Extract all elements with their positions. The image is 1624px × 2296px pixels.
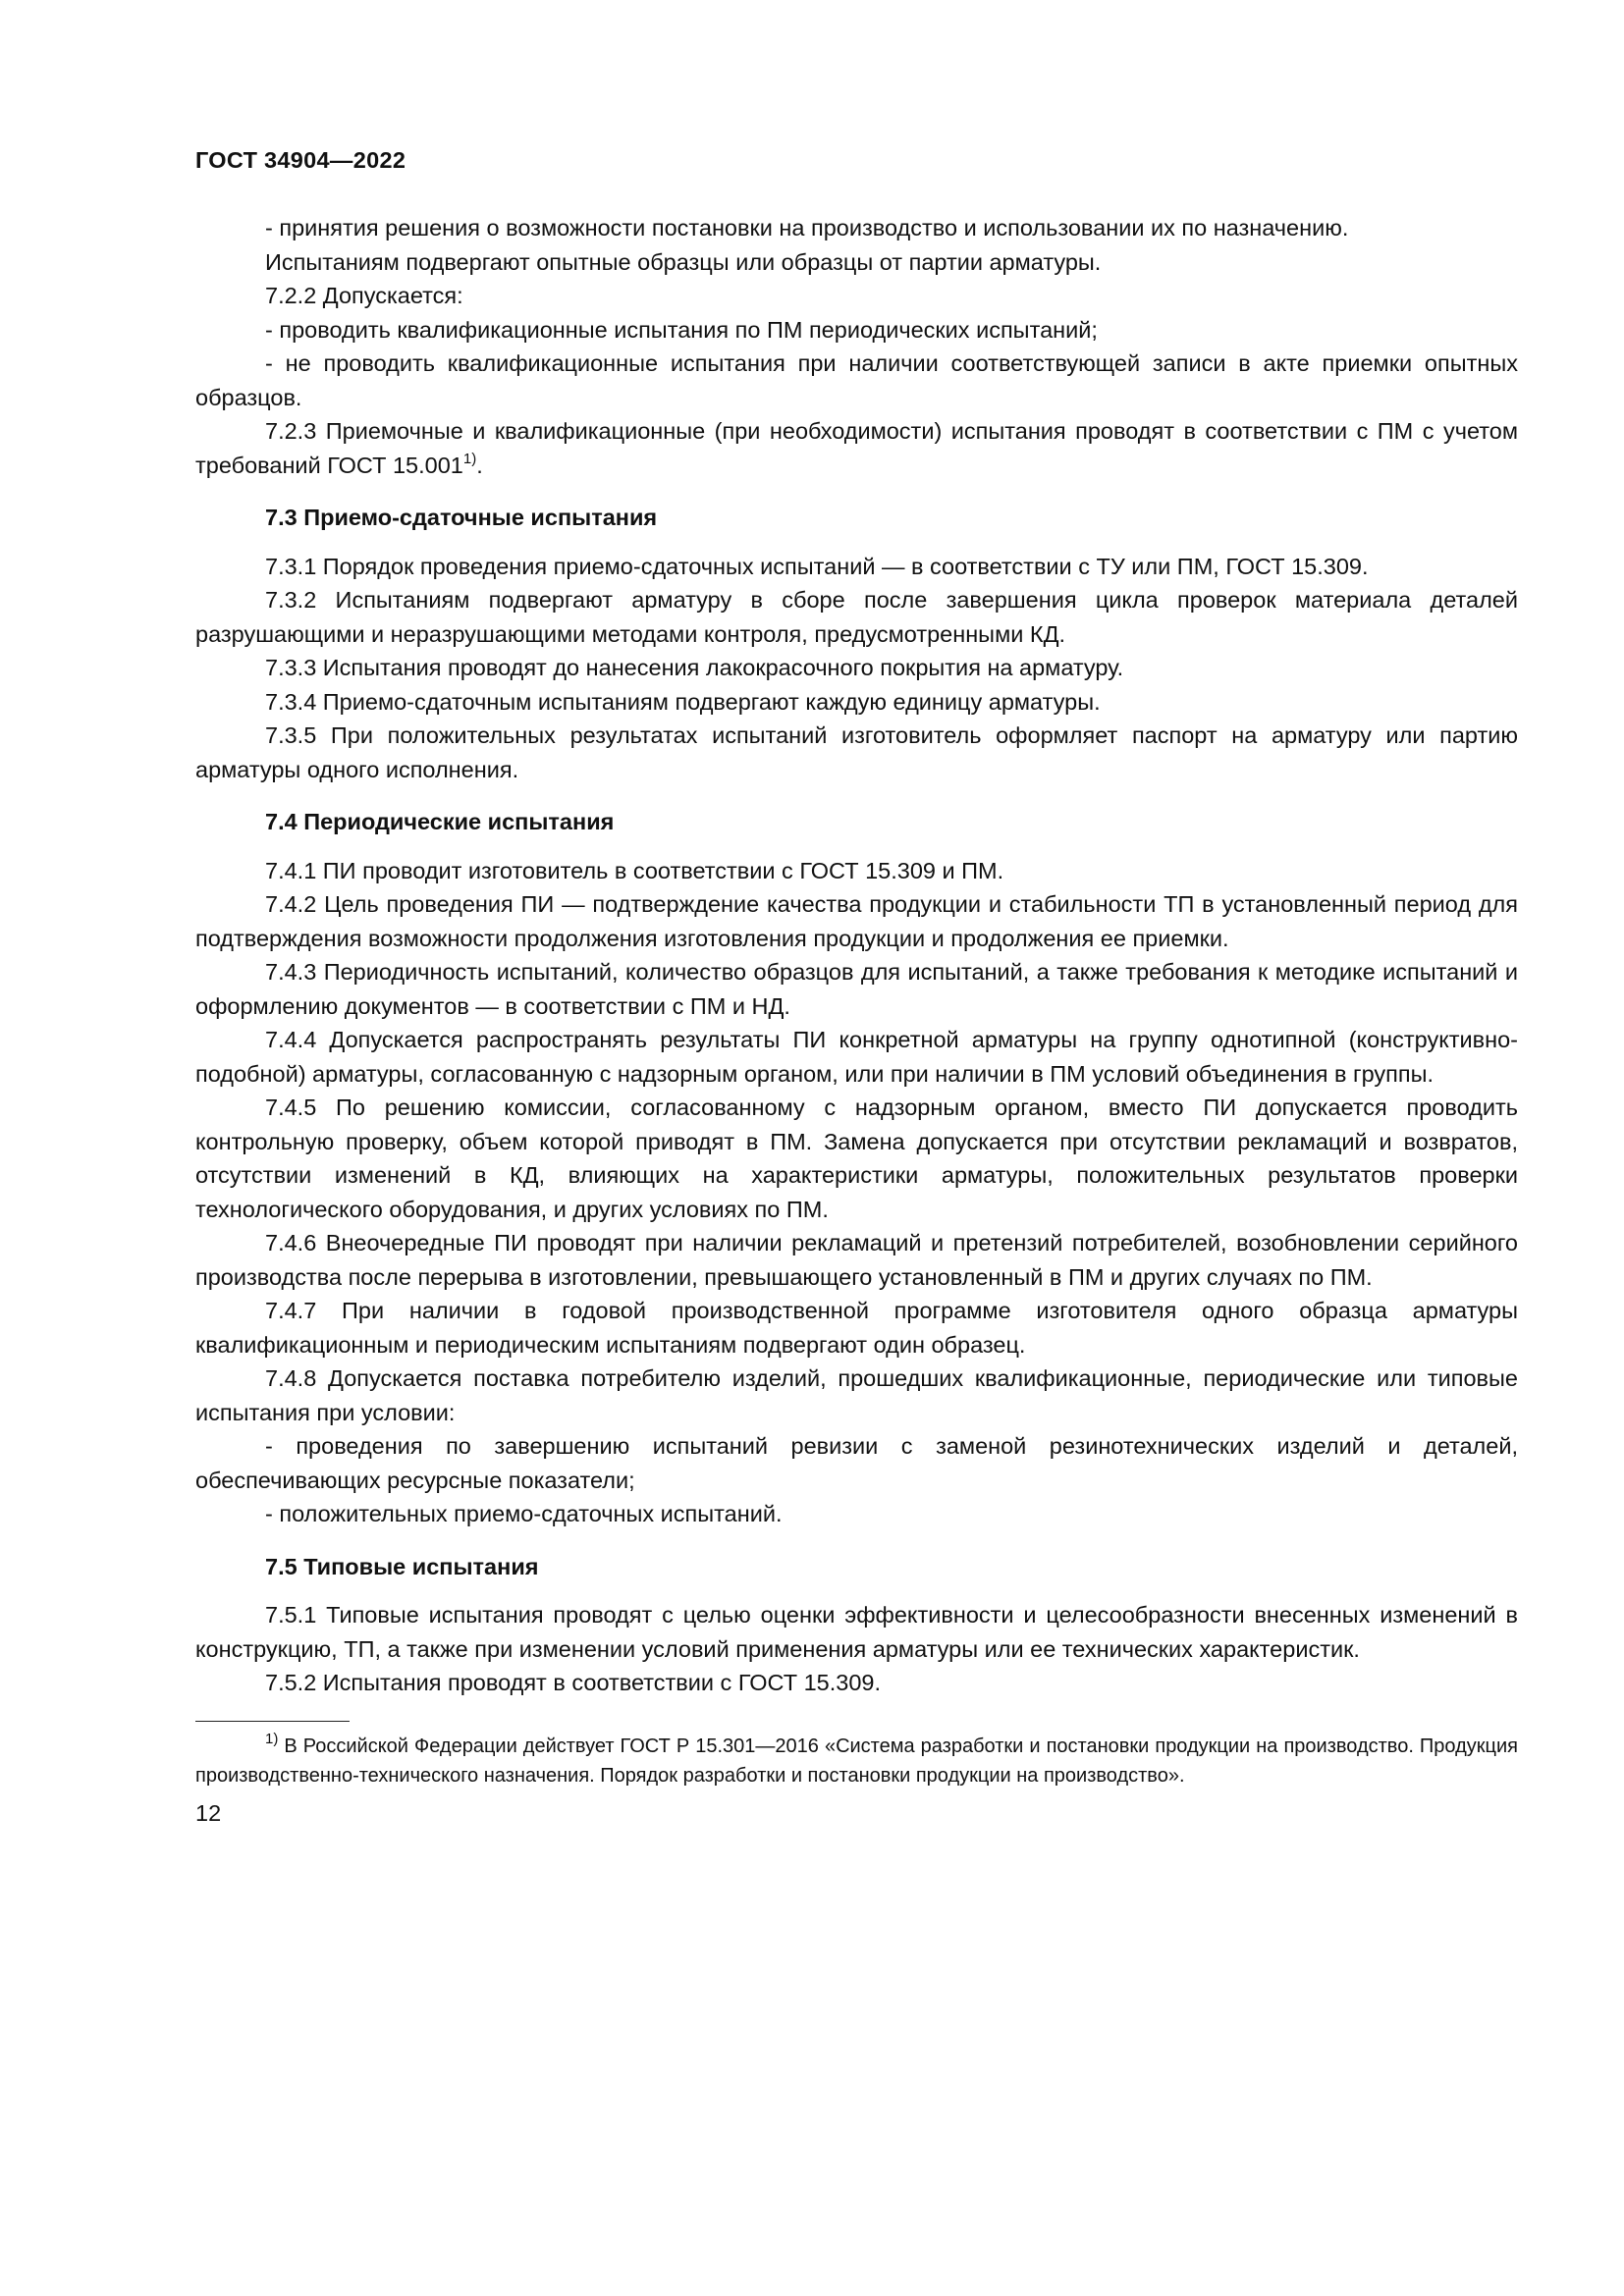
- paragraph: 7.3.5 При положительных результатах испытаний изготовитель оформляет паспорт на арматуру или партию арматуры одного исполнения.: [195, 722, 1518, 782]
- paragraph-end: .: [476, 452, 483, 478]
- paragraph-with-footnote: [195, 414, 1518, 482]
- paragraph: - проведения по завершению испытаний ревизии с заменой резинотехнических изделий и деталей, обеспечивающих ресурсные показатели;: [195, 1433, 1518, 1493]
- paragraph: - принятия решения о возможности постановки на производство и использовании их по назначению.: [265, 215, 1349, 240]
- paragraph: - не проводить квалификационные испытания при наличии соответствующей записи в акте приемки опытных образцов.: [195, 350, 1518, 410]
- paragraph: 7.4.8 Допускается поставка потребителю изделий, прошедших квалификационные, периодические или типовые испытания при условии:: [195, 1365, 1518, 1425]
- section-heading-7-5: 7.5 Типовые испытания: [265, 1553, 539, 1579]
- footnote-divider: [195, 1721, 350, 1722]
- section-heading-7-3: 7.3 Приемо-сдаточные испытания: [265, 505, 658, 530]
- footnote-reference[interactable]: 1): [462, 450, 477, 467]
- paragraph: 7.2.2 Допускается:: [265, 283, 463, 308]
- paragraph: 7.3.4 Приемо-сдаточным испытаниям подвергают каждую единицу арматуры.: [265, 688, 1101, 715]
- paragraph: 7.5.2 Испытания проводят в соответствии с ГОСТ 15.309.: [265, 1670, 881, 1695]
- section-heading-7-4: 7.4 Периодические испытания: [265, 809, 615, 834]
- document-page: [195, 147, 1518, 1827]
- paragraph: 7.4.7 При наличии в годовой производственной программе изготовителя одного образца арматуры квалификационным и периодическим испытаниям подвергают один образец.: [195, 1298, 1518, 1358]
- footnote-body: В Российской Федерации действует ГОСТ Р 15.301—2016 «Система разработки и постановки продукции на производство. Продукция производственно-технического назначения. Порядок разработки и постановки продукции на производство».: [195, 1735, 1518, 1787]
- paragraph: 7.4.1 ПИ проводит изготовитель в соответствии с ГОСТ 15.309 и ПМ.: [265, 857, 1004, 883]
- paragraph: 7.4.4 Допускается распространять результаты ПИ конкретной арматуры на группу однотипной (конструктивно-подобной) арматуры, согласованную с надзорным органом, или при наличии в ПМ условий объединения в группы.: [195, 1027, 1518, 1087]
- footnote-marker: 1): [265, 1730, 279, 1747]
- paragraph: - положительных приемо-сдаточных испытаний.: [265, 1501, 783, 1526]
- paragraph: 7.3.1 Порядок проведения приемо-сдаточных испытаний — в соответствии с ТУ или ПМ, ГОСТ 15.309.: [265, 553, 1369, 579]
- page-number: 12: [195, 1799, 222, 1826]
- paragraph-text: 7.2.3 Приемочные и квалификационные (при необходимости) испытания проводят в соответствии с ПМ с учетом требований ГОСТ 15.001: [195, 418, 1518, 478]
- footnote-text: [195, 1732, 1518, 1790]
- paragraph: 7.3.3 Испытания проводят до нанесения лакокрасочного покрытия на арматуру.: [265, 655, 1124, 680]
- paragraph: - проводить квалификационные испытания по ПМ периодических испытаний;: [265, 316, 1098, 343]
- document-code-header: ГОСТ 34904—2022: [195, 147, 406, 173]
- paragraph: 7.4.6 Внеочередные ПИ проводят при наличии рекламаций и претензий потребителей, возобновлении серийного производства после перерыва в изготовлении, превышающего установленный в ПМ и других случаях по ПМ.: [195, 1230, 1518, 1290]
- paragraph: 7.4.3 Периодичность испытаний, количество образцов для испытаний, а также требования к методике испытаний и оформлению документов — в соответствии с ПМ и НД.: [195, 959, 1518, 1019]
- paragraph: 7.3.2 Испытаниям подвергают арматуру в сборе после завершения цикла проверок материала деталей разрушающими и неразрушающими методами контроля, предусмотренными КД.: [195, 587, 1518, 647]
- paragraph: 7.4.2 Цель проведения ПИ — подтверждение качества продукции и стабильности ТП в установленный период для подтверждения возможности продолжения изготовления продукции и продолжения ее приемки.: [195, 891, 1518, 951]
- paragraph: 7.4.5 По решению комиссии, согласованному с надзорным органом, вместо ПИ допускается проводить контрольную проверку, объем которой приводят в ПМ. Замена допускается при отсутствии рекламаций и возвратов, отсутствии изменений в КД, влияющих на характеристики арматуры, положительных результатов проверки технологического оборудования, и других условиях по ПМ.: [195, 1095, 1518, 1222]
- paragraph: Испытаниям подвергают опытные образцы или образцы от партии арматуры.: [265, 248, 1102, 275]
- paragraph: 7.5.1 Типовые испытания проводят с целью оценки эффективности и целесообразности внесенных изменений в конструкцию, ТП, а также при изменении условий применения арматуры или ее технических характеристик.: [195, 1602, 1518, 1662]
- footnote: [195, 1732, 1518, 1790]
